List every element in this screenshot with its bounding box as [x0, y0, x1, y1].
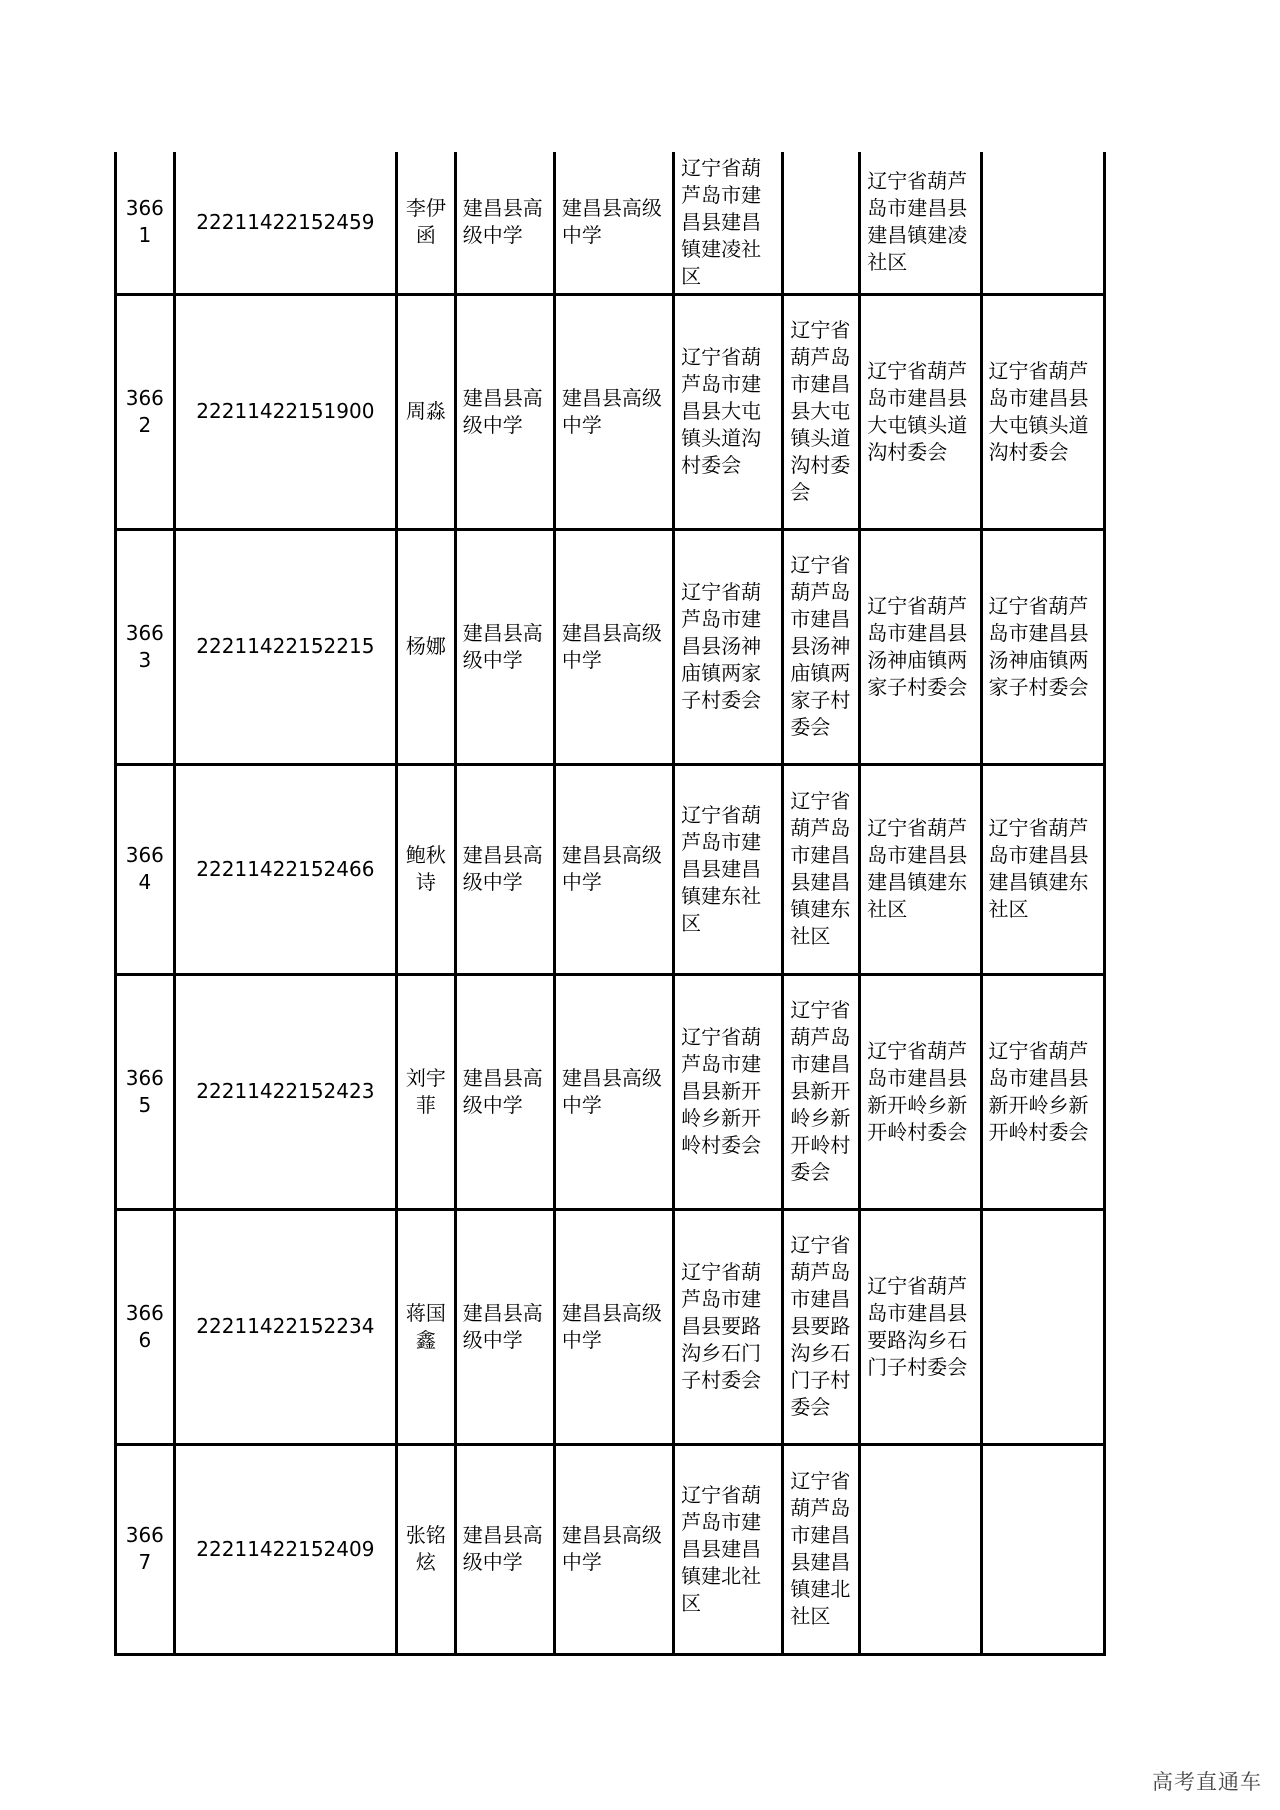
table-row [116, 764, 1105, 974]
roster-table [114, 152, 1106, 1656]
row-student-name: 李伊函 [397, 152, 456, 294]
row-address-1: 辽宁省葫芦岛市建昌县要路沟乡石门子村委会 [674, 1209, 783, 1444]
row-address-4: 辽宁省葫芦岛市建昌县建昌镇建东社区 [981, 764, 1104, 974]
row-student-name: 杨娜 [397, 529, 456, 764]
row-seq-number: 3664 [116, 764, 175, 974]
row-school: 建昌县高级中学 [455, 974, 554, 1209]
row-address-1: 辽宁省葫芦岛市建昌县建昌镇建凌社区 [674, 152, 783, 294]
row-address-1: 辽宁省葫芦岛市建昌县新开岭乡新开岭村委会 [674, 974, 783, 1209]
row-admission-school: 建昌县高级中学 [554, 529, 673, 764]
row-candidate-id: 22211422152234 [174, 1209, 396, 1444]
row-address-3: 辽宁省葫芦岛市建昌县要路沟乡石门子村委会 [860, 1209, 981, 1444]
row-address-1: 辽宁省葫芦岛市建昌县汤神庙镇两家子村委会 [674, 529, 783, 764]
row-address-2: 辽宁省葫芦岛市建昌县要路沟乡石门子村委会 [783, 1209, 860, 1444]
row-seq-number: 3665 [116, 974, 175, 1209]
row-candidate-id: 22211422152215 [174, 529, 396, 764]
row-admission-school: 建昌县高级中学 [554, 1444, 673, 1654]
row-school: 建昌县高级中学 [455, 529, 554, 764]
row-admission-school: 建昌县高级中学 [554, 974, 673, 1209]
roster-table-container [114, 152, 1106, 1656]
table-row [116, 1444, 1105, 1654]
row-address-3: 辽宁省葫芦岛市建昌县大屯镇头道沟村委会 [860, 294, 981, 529]
row-address-4 [981, 152, 1104, 294]
row-address-2: 辽宁省葫芦岛市建昌县建昌镇建东社区 [783, 764, 860, 974]
row-address-2 [783, 152, 860, 294]
row-admission-school: 建昌县高级中学 [554, 1209, 673, 1444]
row-seq-number: 3661 [116, 152, 175, 294]
row-school: 建昌县高级中学 [455, 1209, 554, 1444]
row-address-1: 辽宁省葫芦岛市建昌县建昌镇建东社区 [674, 764, 783, 974]
row-admission-school: 建昌县高级中学 [554, 294, 673, 529]
row-address-2: 辽宁省葫芦岛市建昌县大屯镇头道沟村委会 [783, 294, 860, 529]
row-student-name: 张铭炫 [397, 1444, 456, 1654]
table-row [116, 1209, 1105, 1444]
row-student-name: 鲍秋诗 [397, 764, 456, 974]
row-address-3 [860, 1444, 981, 1654]
watermark-text: 高考直通车 [1152, 1770, 1262, 1794]
row-student-name: 蒋国鑫 [397, 1209, 456, 1444]
row-address-4: 辽宁省葫芦岛市建昌县汤神庙镇两家子村委会 [981, 529, 1104, 764]
row-school: 建昌县高级中学 [455, 152, 554, 294]
row-school: 建昌县高级中学 [455, 294, 554, 529]
row-admission-school: 建昌县高级中学 [554, 764, 673, 974]
row-school: 建昌县高级中学 [455, 1444, 554, 1654]
row-seq-number: 3663 [116, 529, 175, 764]
row-address-3: 辽宁省葫芦岛市建昌县新开岭乡新开岭村委会 [860, 974, 981, 1209]
row-seq-number: 3667 [116, 1444, 175, 1654]
table-row [116, 294, 1105, 529]
row-candidate-id: 22211422151900 [174, 294, 396, 529]
row-address-3: 辽宁省葫芦岛市建昌县汤神庙镇两家子村委会 [860, 529, 981, 764]
row-candidate-id: 22211422152466 [174, 764, 396, 974]
row-admission-school: 建昌县高级中学 [554, 152, 673, 294]
row-address-4 [981, 1444, 1104, 1654]
row-seq-number: 3662 [116, 294, 175, 529]
row-candidate-id: 22211422152409 [174, 1444, 396, 1654]
table-row [116, 974, 1105, 1209]
row-address-2: 辽宁省葫芦岛市建昌县汤神庙镇两家子村委会 [783, 529, 860, 764]
row-address-1: 辽宁省葫芦岛市建昌县大屯镇头道沟村委会 [674, 294, 783, 529]
row-student-name: 刘宇菲 [397, 974, 456, 1209]
roster-body [116, 152, 1105, 1654]
row-student-name: 周淼 [397, 294, 456, 529]
row-address-1: 辽宁省葫芦岛市建昌县建昌镇建北社区 [674, 1444, 783, 1654]
row-address-2: 辽宁省葫芦岛市建昌县建昌镇建北社区 [783, 1444, 860, 1654]
row-seq-number: 3666 [116, 1209, 175, 1444]
row-address-4: 辽宁省葫芦岛市建昌县大屯镇头道沟村委会 [981, 294, 1104, 529]
row-school: 建昌县高级中学 [455, 764, 554, 974]
table-row [116, 529, 1105, 764]
row-address-3: 辽宁省葫芦岛市建昌县建昌镇建凌社区 [860, 152, 981, 294]
row-address-4 [981, 1209, 1104, 1444]
row-address-2: 辽宁省葫芦岛市建昌县新开岭乡新开岭村委会 [783, 974, 860, 1209]
row-address-4: 辽宁省葫芦岛市建昌县新开岭乡新开岭村委会 [981, 974, 1104, 1209]
row-candidate-id: 22211422152423 [174, 974, 396, 1209]
row-address-3: 辽宁省葫芦岛市建昌县建昌镇建东社区 [860, 764, 981, 974]
row-candidate-id: 22211422152459 [174, 152, 396, 294]
table-row [116, 152, 1105, 294]
